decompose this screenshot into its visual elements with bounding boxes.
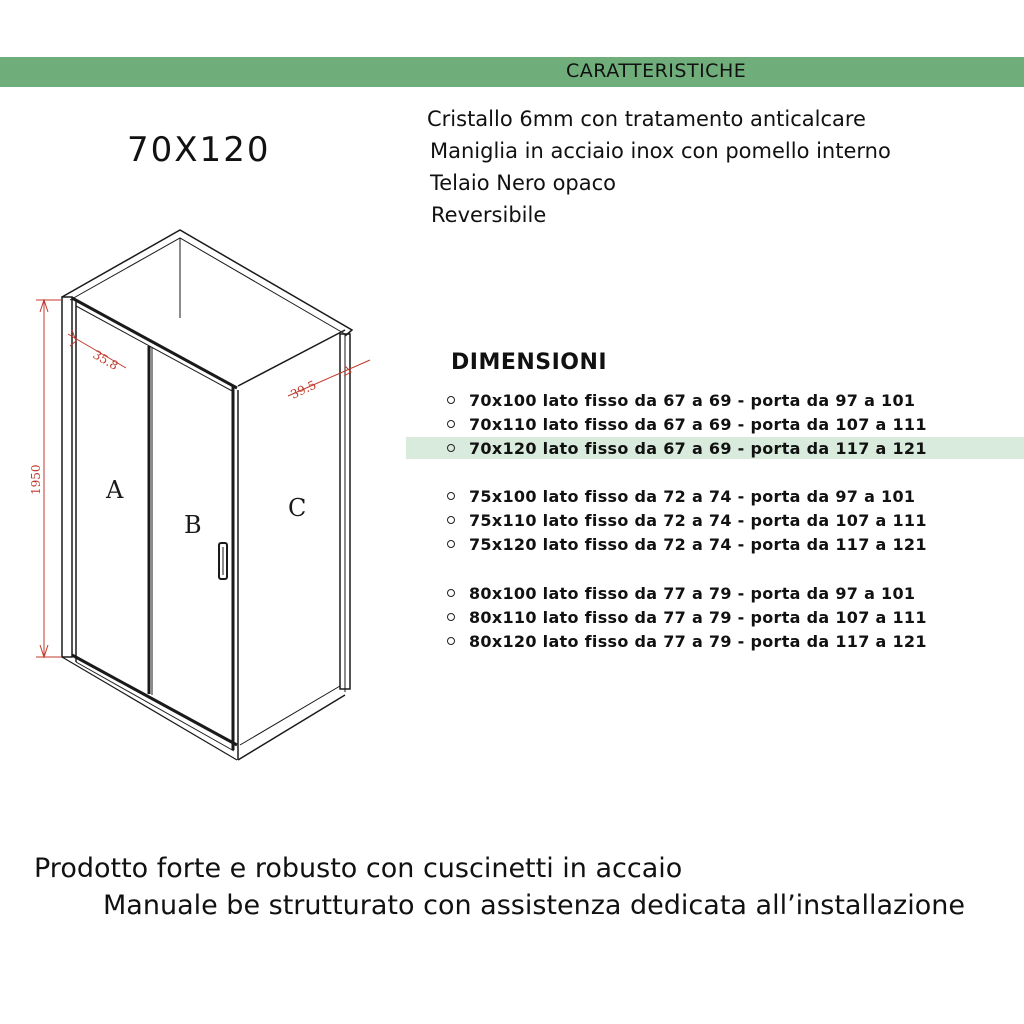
footer-line-1: Prodotto forte e robusto con cuscinetti in accaio [34,853,683,884]
height-dimension-label: 1950 [29,464,43,495]
feature-item: Reversibile [431,203,547,227]
dimension-row-text: 80x120 lato fisso da 77 a 79 - porta da 117 a 121 [469,632,927,651]
bullet-icon [447,516,455,524]
right-width-dimension-label: 39.5 [288,377,319,402]
bullet-icon [447,396,455,404]
dimension-row [447,414,927,436]
dimension-row-text: 80x110 lato fisso da 77 a 79 - porta da 107 a 111 [469,608,927,627]
model-title: 70X120 [127,130,271,170]
dimension-row-text: 75x110 lato fisso da 72 a 74 - porta da 107 a 111 [469,511,927,530]
dimension-row-text: 70x120 lato fisso da 67 a 69 - porta da 117 a 121 [469,439,927,458]
dimension-row [447,607,927,629]
bullet-icon [447,420,455,428]
footer-line-2: Manuale be strutturato con assistenza dedicata all’installazione [103,890,965,921]
bullet-icon [447,540,455,548]
dimension-row [447,583,915,605]
dimension-row-text: 70x100 lato fisso da 67 a 69 - porta da 97 a 101 [469,391,916,410]
dimension-row [447,390,915,412]
dimension-row [447,486,915,508]
bullet-icon [447,637,455,645]
feature-item: Telaio Nero opaco [430,171,617,195]
panel-a-label: A [106,476,124,504]
panel-b-label: B [184,511,202,539]
dimension-row [447,438,927,460]
bullet-icon [447,589,455,597]
header-title: CARATTERISTICHE [566,60,747,82]
dimension-row [447,631,927,653]
dimension-row-text: 75x120 lato fisso da 72 a 74 - porta da 117 a 121 [469,535,927,554]
left-width-dimension-label: 35.8 [90,347,121,373]
dimension-row [447,510,927,532]
dimensions-title: DIMENSIONI [451,350,608,375]
dimension-row-text: 75x100 lato fisso da 72 a 74 - porta da 97 a 101 [469,487,916,506]
bullet-icon [447,444,455,452]
bullet-icon [447,613,455,621]
feature-item: Cristallo 6mm con tratamento anticalcare [427,107,866,131]
panel-c-label: C [288,494,307,522]
feature-item: Maniglia in acciaio inox con pomello interno [430,139,891,163]
dimension-row [447,534,927,556]
bullet-icon [447,492,455,500]
dimension-row-text: 80x100 lato fisso da 77 a 79 - porta da 97 a 101 [469,584,916,603]
dimension-row-text: 70x110 lato fisso da 67 a 69 - porta da 107 a 111 [469,415,927,434]
